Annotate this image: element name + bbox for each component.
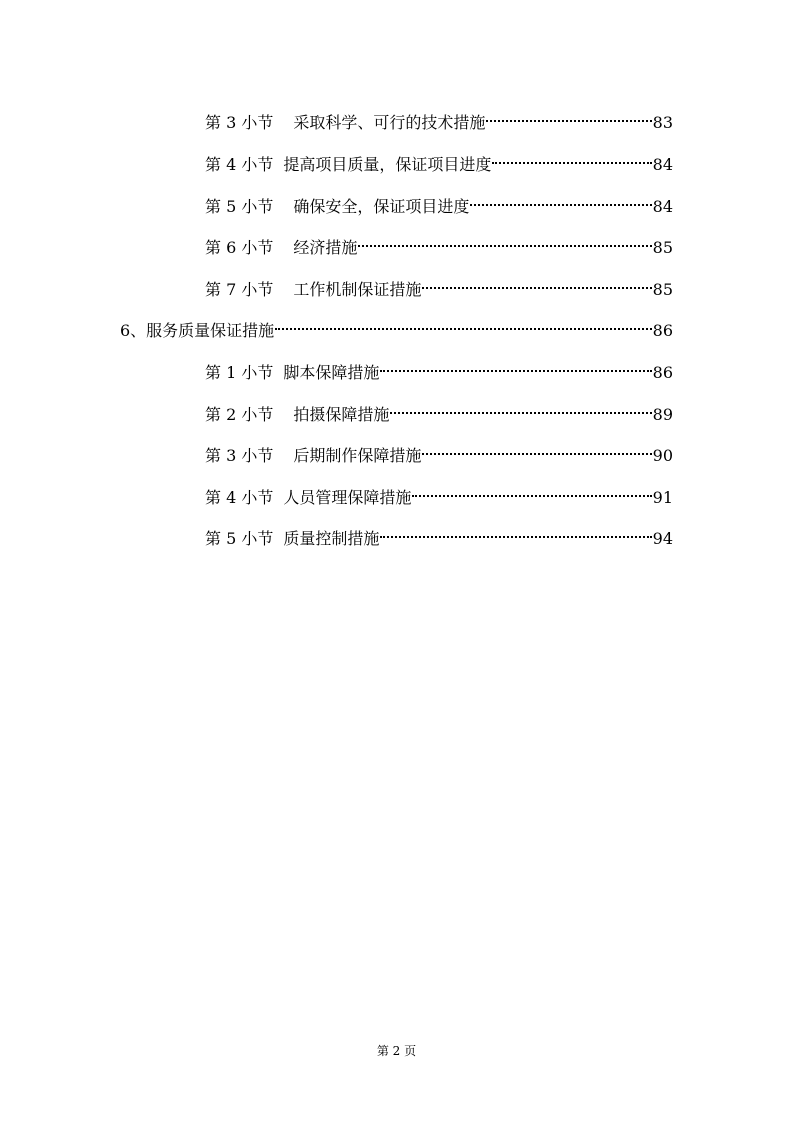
toc-entry-page-number: 85 xyxy=(652,280,673,299)
toc-entry-page-number: 85 xyxy=(652,238,673,257)
toc-dot-leader xyxy=(470,188,651,212)
toc-entry[interactable] xyxy=(205,146,673,174)
toc-entry-title: 确保安全，保证项目进度 xyxy=(293,197,470,216)
toc-entry[interactable] xyxy=(205,188,673,216)
toc-dot-leader xyxy=(380,520,651,544)
toc-entry-section-number: 第 7 小节 xyxy=(205,280,274,299)
toc-entry-title: 后期制作保障措施 xyxy=(293,446,422,465)
toc-entry-title: 经济措施 xyxy=(293,238,358,257)
toc-entry-page-number: 84 xyxy=(652,155,673,174)
toc-entry-title: 脚本保障措施 xyxy=(283,363,380,382)
toc-entry-section-number: 第 3 小节 xyxy=(205,113,274,132)
toc-entry[interactable] xyxy=(205,271,673,299)
toc-dot-leader xyxy=(412,479,651,503)
toc-dot-leader xyxy=(486,104,651,128)
toc-entry-page-number: 89 xyxy=(652,405,673,424)
toc-dot-leader xyxy=(380,354,651,378)
toc-entry[interactable] xyxy=(205,437,673,465)
toc-entry-page-number: 90 xyxy=(652,446,673,465)
toc-entry-title: 6、服务质量保证措施 xyxy=(120,321,275,340)
toc-entry-section-number: 第 5 小节 xyxy=(205,197,274,216)
toc-entry[interactable] xyxy=(205,396,673,424)
toc-entry-title: 质量控制措施 xyxy=(283,529,380,548)
toc-dot-leader xyxy=(422,271,651,295)
toc-dot-leader xyxy=(275,312,651,336)
toc-dot-leader xyxy=(358,229,651,253)
toc-entry-section-number: 第 3 小节 xyxy=(205,446,274,465)
toc-entry-title: 拍摄保障措施 xyxy=(293,405,390,424)
toc-entry-section-number: 第 2 小节 xyxy=(205,405,274,424)
toc-entry[interactable] xyxy=(205,104,673,132)
toc-dot-leader xyxy=(422,437,651,461)
toc-entry-chapter[interactable] xyxy=(120,312,673,340)
footer-page-number: 第 2 页 xyxy=(376,1044,417,1058)
toc-entry-section-number: 第 6 小节 xyxy=(205,238,274,257)
toc-entry-section-number: 第 5 小节 xyxy=(205,529,274,548)
toc-entry-page-number: 84 xyxy=(652,197,673,216)
toc-entry-section-number: 第 1 小节 xyxy=(205,363,274,382)
page-footer xyxy=(0,1042,793,1060)
toc-entry-title: 工作机制保证措施 xyxy=(293,280,422,299)
toc-entry[interactable] xyxy=(205,229,673,257)
toc-entry-section-number: 第 4 小节 xyxy=(205,488,274,507)
toc-entry-page-number: 86 xyxy=(652,321,673,340)
toc-entry[interactable] xyxy=(205,354,673,382)
toc-dot-leader xyxy=(492,146,651,170)
toc-entry-page-number: 83 xyxy=(652,113,673,132)
toc-entry-page-number: 91 xyxy=(652,488,673,507)
toc-dot-leader xyxy=(390,396,651,420)
toc-entry-page-number: 86 xyxy=(652,363,673,382)
toc-entry-section-number: 第 4 小节 xyxy=(205,155,274,174)
toc-entry-title: 提高项目质量，保证项目进度 xyxy=(283,155,492,174)
toc-entry-title: 人员管理保障措施 xyxy=(283,488,412,507)
toc-entry[interactable] xyxy=(205,479,673,507)
toc-entry-page-number: 94 xyxy=(652,529,673,548)
toc-entry-title: 采取科学、可行的技术措施 xyxy=(293,113,486,132)
toc-entry[interactable] xyxy=(205,520,673,548)
